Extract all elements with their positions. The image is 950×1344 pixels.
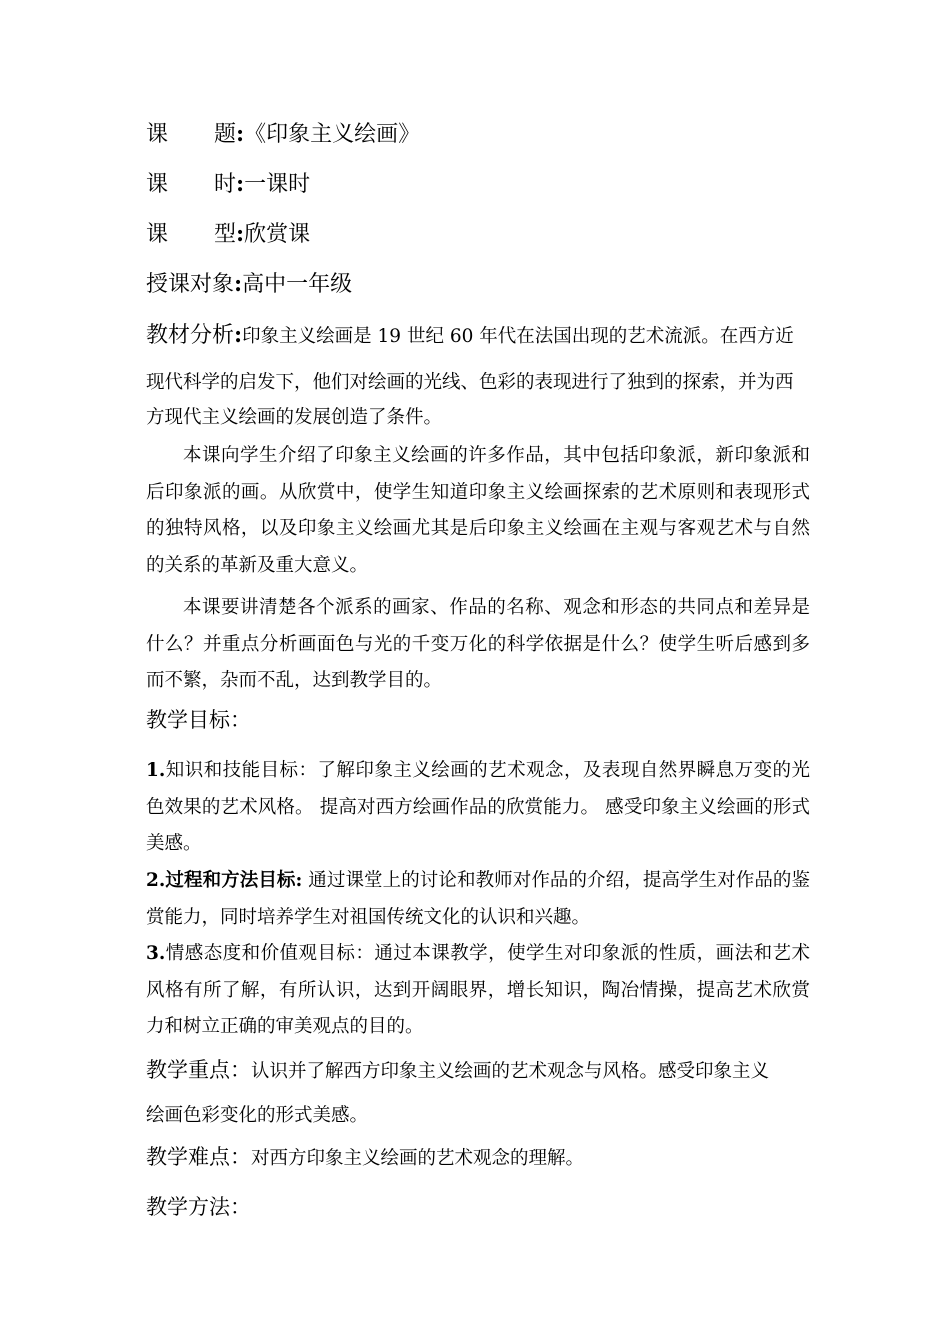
type-value: 欣赏课 xyxy=(244,222,311,247)
objective-3-text: 情感态度和价值观目标：通过本课教学，使学生对印象派的性质，画法和艺术风格有所了解，有所认识，达到开阔眼界，增长知识，陶冶情操，提高艺术欣赏力和树立正确的审美观点的目的。 xyxy=(146,943,810,1038)
objective-2-number: 2. xyxy=(146,870,166,891)
topic-key-1: 课 xyxy=(146,122,169,147)
key-points-label: 教学重点： xyxy=(146,1058,251,1082)
objectives-heading: 教学目标： xyxy=(146,708,251,732)
analysis-label: 教材分析 xyxy=(146,323,235,348)
key-points-line-2: 绘画色彩变化的形式美感。 xyxy=(146,1105,369,1126)
analysis-line-2: 现代科学的启发下，他们对绘画的光线、色彩的表现进行了独到的探索，并为西 xyxy=(146,372,794,393)
period-row xyxy=(146,172,810,197)
period-value: 一课时 xyxy=(244,172,311,197)
analysis-line-3: 方现代主义绘画的发展创造了条件。 xyxy=(146,407,443,428)
objective-3 xyxy=(146,936,810,1046)
difficulties-row xyxy=(146,1145,810,1171)
topic-key-2: 题 xyxy=(214,122,237,147)
audience-label: 授课对象 xyxy=(146,272,235,297)
objective-1-number: 1. xyxy=(146,760,166,781)
objective-1 xyxy=(146,753,810,863)
objective-2-text: 通过课堂上的讨论和教师对作品的介绍，提高学生对作品的鉴赏能力，同时培养学生对祖国传统文化的认识和兴趣。 xyxy=(146,870,810,928)
difficulties-text: 对西方印象主义绘画的艺术观念的理解。 xyxy=(251,1148,585,1169)
type-key-2: 型 xyxy=(214,222,237,247)
analysis-colon: : xyxy=(234,322,243,348)
key-points-first-line xyxy=(146,1058,810,1084)
objective-2-title: 过程和方法目标: xyxy=(165,870,303,891)
topic-value: 《印象主义绘画》 xyxy=(244,122,421,147)
key-points-line-1: 认识并了解西方印象主义绘画的艺术观念与风格。感受印象主义 xyxy=(251,1061,770,1082)
topic-row xyxy=(146,122,810,147)
audience-row xyxy=(146,272,810,297)
period-key-2: 时 xyxy=(214,172,237,197)
objective-3-number: 3. xyxy=(146,943,166,964)
methods-heading: 教学方法： xyxy=(146,1195,251,1219)
objective-2 xyxy=(146,863,810,936)
audience-value: 高中一年级 xyxy=(242,272,353,297)
analysis-first-line xyxy=(146,323,810,349)
analysis-line-1: 印象主义绘画是 19 世纪 60 年代在法国出现的艺术流派。在西方近 xyxy=(242,326,794,347)
type-row xyxy=(146,222,810,247)
period-colon: : xyxy=(236,171,245,197)
period-key-1: 课 xyxy=(146,172,169,197)
difficulties-label: 教学难点： xyxy=(146,1145,251,1169)
objective-1-text: 知识和技能目标：了解印象主义绘画的艺术观念，及表现自然界瞬息万变的光色效果的艺术风格。 提高对西方绘画作品的欣赏能力。 感受印象主义绘画的形式美感。 xyxy=(146,760,810,855)
analysis-paragraph-3: 本课要讲清楚各个派系的画家、作品的名称、观念和形态的共同点和差异是什么？并重点分析画面色与光的千变万化的科学依据是什么？使学生听后感到多而不繁，杂而不乱，达到教学目的。 xyxy=(146,597,810,692)
audience-colon: : xyxy=(234,271,243,297)
type-key-1: 课 xyxy=(146,222,169,247)
type-colon: : xyxy=(236,221,245,247)
topic-colon: : xyxy=(236,121,245,147)
analysis-paragraph-2: 本课向学生介绍了印象主义绘画的许多作品，其中包括印象派，新印象派和后印象派的画。从欣赏中，使学生知道印象主义绘画探索的艺术原则和表现形式的独特风格，以及印象主义绘画尤其是后印象主义绘画在主观与客观艺术与自然的关系的革新及重大意义。 xyxy=(146,445,810,576)
